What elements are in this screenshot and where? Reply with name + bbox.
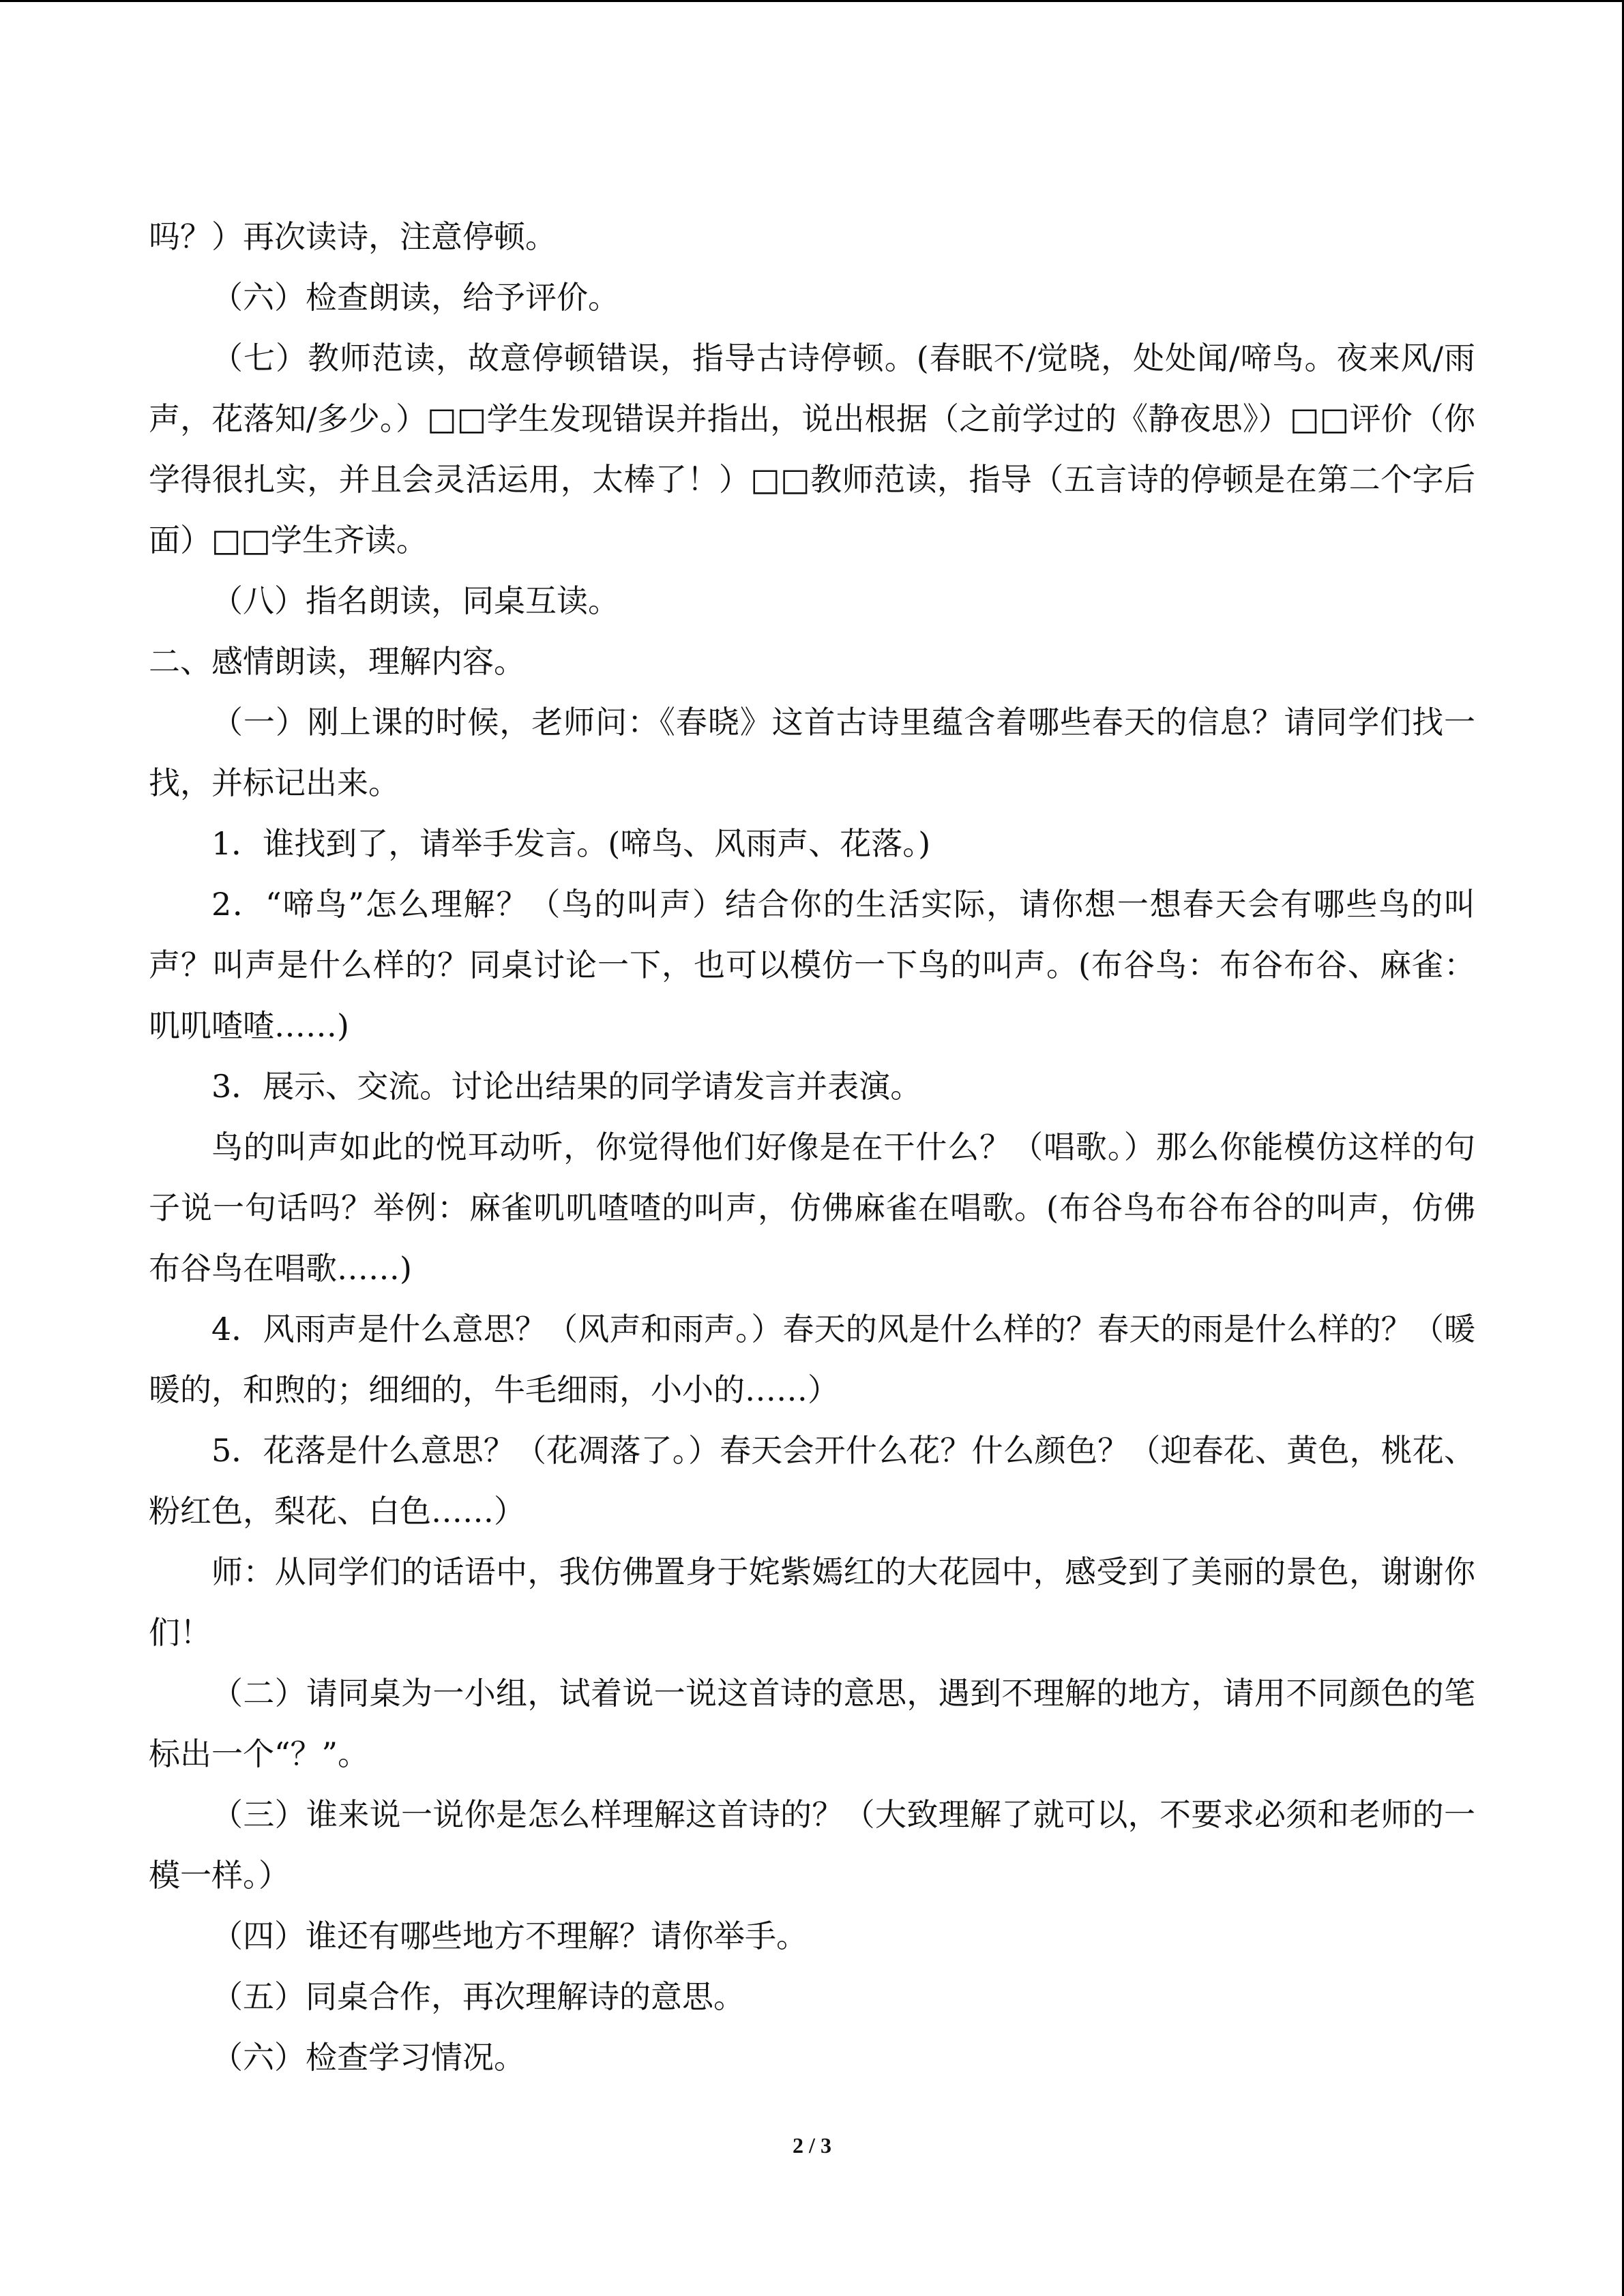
paragraph: （七）教师范读，故意停顿错误，指导古诗停顿。(春眠不/觉晓，处处闻/啼鸟。夜来风/雨声，花落知/多少。）□□学生发现错误并指出，说出根据（之前学过的《静夜思》）□□评价（你学得很扎实，并且会灵活运用，太棒了！）□□教师范读，指导（五言诗的停顿是在第二个字后面）□□学生齐读。 bbox=[149, 340, 1475, 558]
page-number: 2 / 3 bbox=[793, 2133, 831, 2158]
paragraph: （六）检查学习情况。 bbox=[211, 2039, 525, 2076]
paragraph: 3．展示、交流。讨论出结果的同学请发言并表演。 bbox=[211, 1068, 922, 1105]
paragraph: 师：从同学们的话语中，我仿佛置身于姹紫嫣红的大花园中，感受到了美丽的景色，谢谢你们！ bbox=[149, 1553, 1475, 1651]
section-heading: 二、感情朗读，理解内容。 bbox=[149, 643, 525, 680]
paragraph: 1．谁找到了，请举手发言。(啼鸟、风雨声、花落。) bbox=[211, 825, 931, 862]
document-body bbox=[149, 207, 1475, 2088]
paragraph: 4．风雨声是什么意思？（风声和雨声。）春天的风是什么样的？春天的雨是什么样的？（暖暖的，和煦的；细细的，牛毛细雨，小小的……） bbox=[149, 1311, 1475, 1408]
paragraph: （三）谁来说一说你是怎么样理解这首诗的？（大致理解了就可以，不要求必须和老师的一模一样。） bbox=[149, 1796, 1475, 1894]
paragraph: 吗？）再次读诗，注意停顿。 bbox=[149, 218, 557, 255]
paragraph: 2．“啼鸟”怎么理解？（鸟的叫声）结合你的生活实际，请你想一想春天会有哪些鸟的叫声？叫声是什么样的？同桌讨论一下，也可以模仿一下鸟的叫声。(布谷鸟：布谷布谷、麻雀：叽叽喳喳……) bbox=[149, 886, 1475, 1044]
paragraph: （二）请同桌为一小组，试着说一说这首诗的意思，遇到不理解的地方，请用不同颜色的笔标出一个“？”。 bbox=[149, 1675, 1475, 1772]
paragraph: 鸟的叫声如此的悦耳动听，你觉得他们好像是在干什么？（唱歌。）那么你能模仿这样的句子说一句话吗？举例：麻雀叽叽喳喳的叫声，仿佛麻雀在唱歌。(布谷鸟布谷布谷的叫声，仿佛布谷鸟在唱歌……) bbox=[149, 1129, 1475, 1287]
paragraph: （六）检查朗读，给予评价。 bbox=[211, 279, 619, 316]
paragraph: （八）指名朗读，同桌互读。 bbox=[211, 582, 619, 619]
paragraph: 5．花落是什么意思？（花凋落了。）春天会开什么花？什么颜色？（迎春花、黄色，桃花、粉红色，梨花、白色……） bbox=[149, 1432, 1475, 1530]
paragraph: （五）同桌合作，再次理解诗的意思。 bbox=[211, 1978, 745, 2015]
paragraph: （一）刚上课的时候，老师问：《春晓》这首古诗里蕴含着哪些春天的信息？请同学们找一找，并标记出来。 bbox=[149, 704, 1475, 801]
paragraph: （四）谁还有哪些地方不理解？请你举手。 bbox=[211, 1918, 808, 1954]
